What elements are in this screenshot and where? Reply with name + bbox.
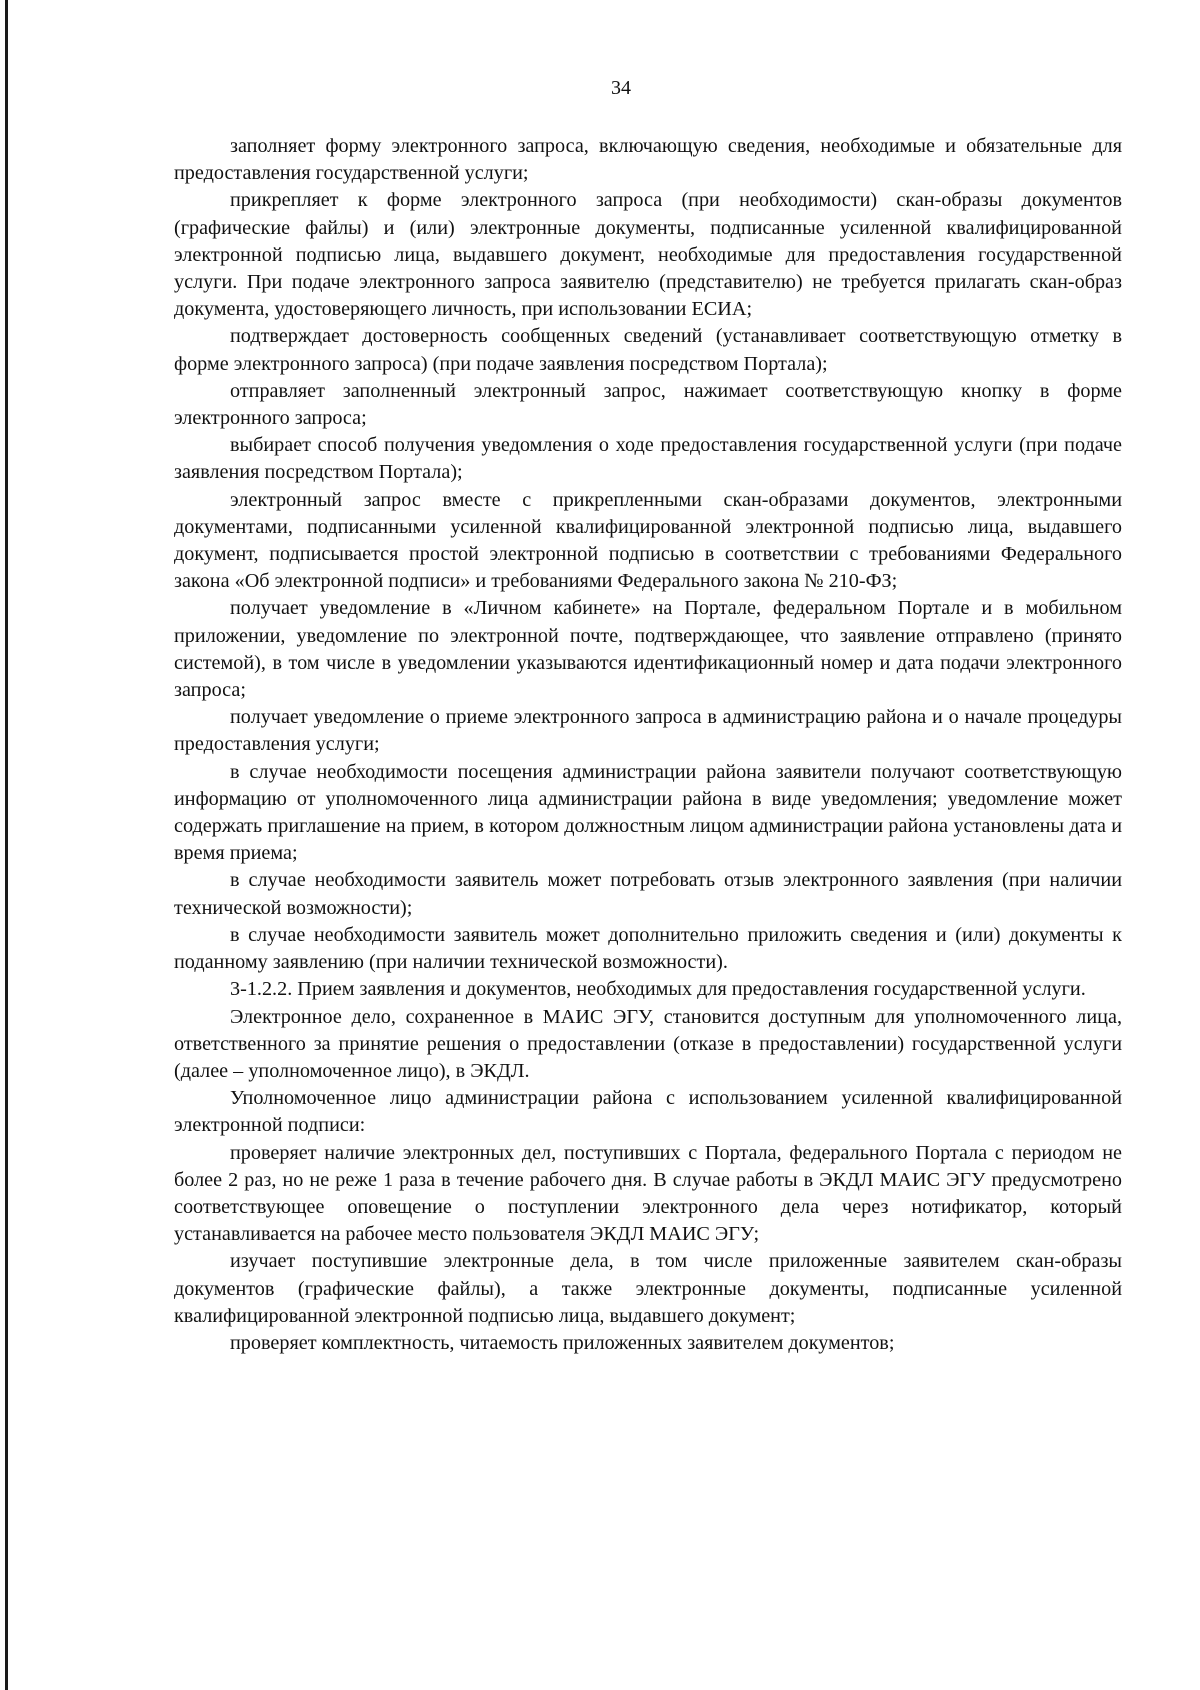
paragraph: получает уведомление в «Личном кабинете» на Портале, федеральном Портале и в мобильном приложении, уведомление по электронной почте, подтверждающее, что заявление отправлено (принято системой), в том числе в уведомлении указываются идентификационный номер и дата подачи электронного запроса; <box>174 597 1122 702</box>
paragraph: подтверждает достоверность сообщенных сведений (устанавливает соответствующую отметку в форме электронного запроса) (при подаче заявления посредством Портала); <box>174 325 1122 375</box>
paragraph: изучает поступившие электронные дела, в том числе приложенные заявителем скан-образы документов (графические файлы), а также электронные документы, подписанные усиленной квалифицированной электронной подписью лица, выдавшего документ; <box>174 1250 1122 1327</box>
page-number: 34 <box>611 77 631 99</box>
paragraph: Электронное дело, сохраненное в МАИС ЭГУ, становится доступным для уполномоченного лица, ответственного за принятие решения о предоставлении (отказе в предоставлении) государственной услуги (далее – уполномоченное лицо), в ЭКДЛ. <box>174 1005 1122 1082</box>
paragraph: проверяет наличие электронных дел, поступивших с Портала, федерального Портала с периодом не более 2 раз, но не реже 1 раза в течение рабочего дня. В случае работы в ЭКДЛ МАИС ЭГУ предусмотрено соответствующее оповещение о поступлении электронного дела через нотификатор, который устанавливается на рабочее место пользователя ЭКДЛ МАИС ЭГУ; <box>174 1141 1122 1246</box>
paragraph: отправляет заполненный электронный запрос, нажимает соответствующую кнопку в форме электронного запроса; <box>174 379 1122 430</box>
paragraph: электронный запрос вместе с прикрепленными скан-образами документов, электронными документами, подписанными усиленной квалифицированной электронной подписью лица, выдавшего документ, подписывается простой электронной подписью в соответствии с требованиями Федерального закона «Об электронной подписи» и требованиями Федерального закона № 210-ФЗ; <box>174 488 1122 593</box>
document-body <box>174 133 1122 1357</box>
paragraph: в случае необходимости заявитель может дополнительно приложить сведения и (или) документы к поданному заявлению (при наличии технической возможности). <box>174 923 1122 974</box>
paragraph: заполняет форму электронного запроса, включающую сведения, необходимые и обязательные для предоставления государственной услуги; <box>174 135 1122 185</box>
section-heading-paragraph: 3-1.2.2. Прием заявления и документов, необходимых для предоставления государственной услуги. <box>230 978 1086 1001</box>
paragraph: в случае необходимости посещения администрации района заявители получают соответствующую информацию от уполномоченного лица администрации района в виде уведомления; уведомление может содержать приглашение на прием, в котором должностным лицом администрации района установлены дата и время приема; <box>174 760 1122 865</box>
paragraph: получает уведомление о приеме электронного запроса в администрацию района и о начале процедуры предоставления услуги; <box>174 706 1122 756</box>
paragraph: в случае необходимости заявитель может потребовать отзыв электронного заявления (при наличии технической возможности); <box>174 869 1122 919</box>
paragraph: Уполномоченное лицо администрации района с использованием усиленной квалифицированной электронной подписи: <box>174 1087 1122 1137</box>
paragraph: проверяет комплектность, читаемость приложенных заявителем документов; <box>230 1331 895 1354</box>
scan-edge-line <box>5 0 8 1690</box>
paragraph: прикрепляет к форме электронного запроса (при необходимости) скан-образы документов (графические файлы) и (или) электронные документы, подписанные усиленной квалифицированной электронной подписью лица, выдавшего документ, необходимые для предоставления государственной услуги. При подаче электронного запроса заявителю (представителю) не требуется прилагать скан-образ документа, удостоверяющего личность, при использовании ЕСИА; <box>174 189 1122 321</box>
paragraph: выбирает способ получения уведомления о ходе предоставления государственной услуги (при подаче заявления посредством Портала); <box>174 434 1122 484</box>
